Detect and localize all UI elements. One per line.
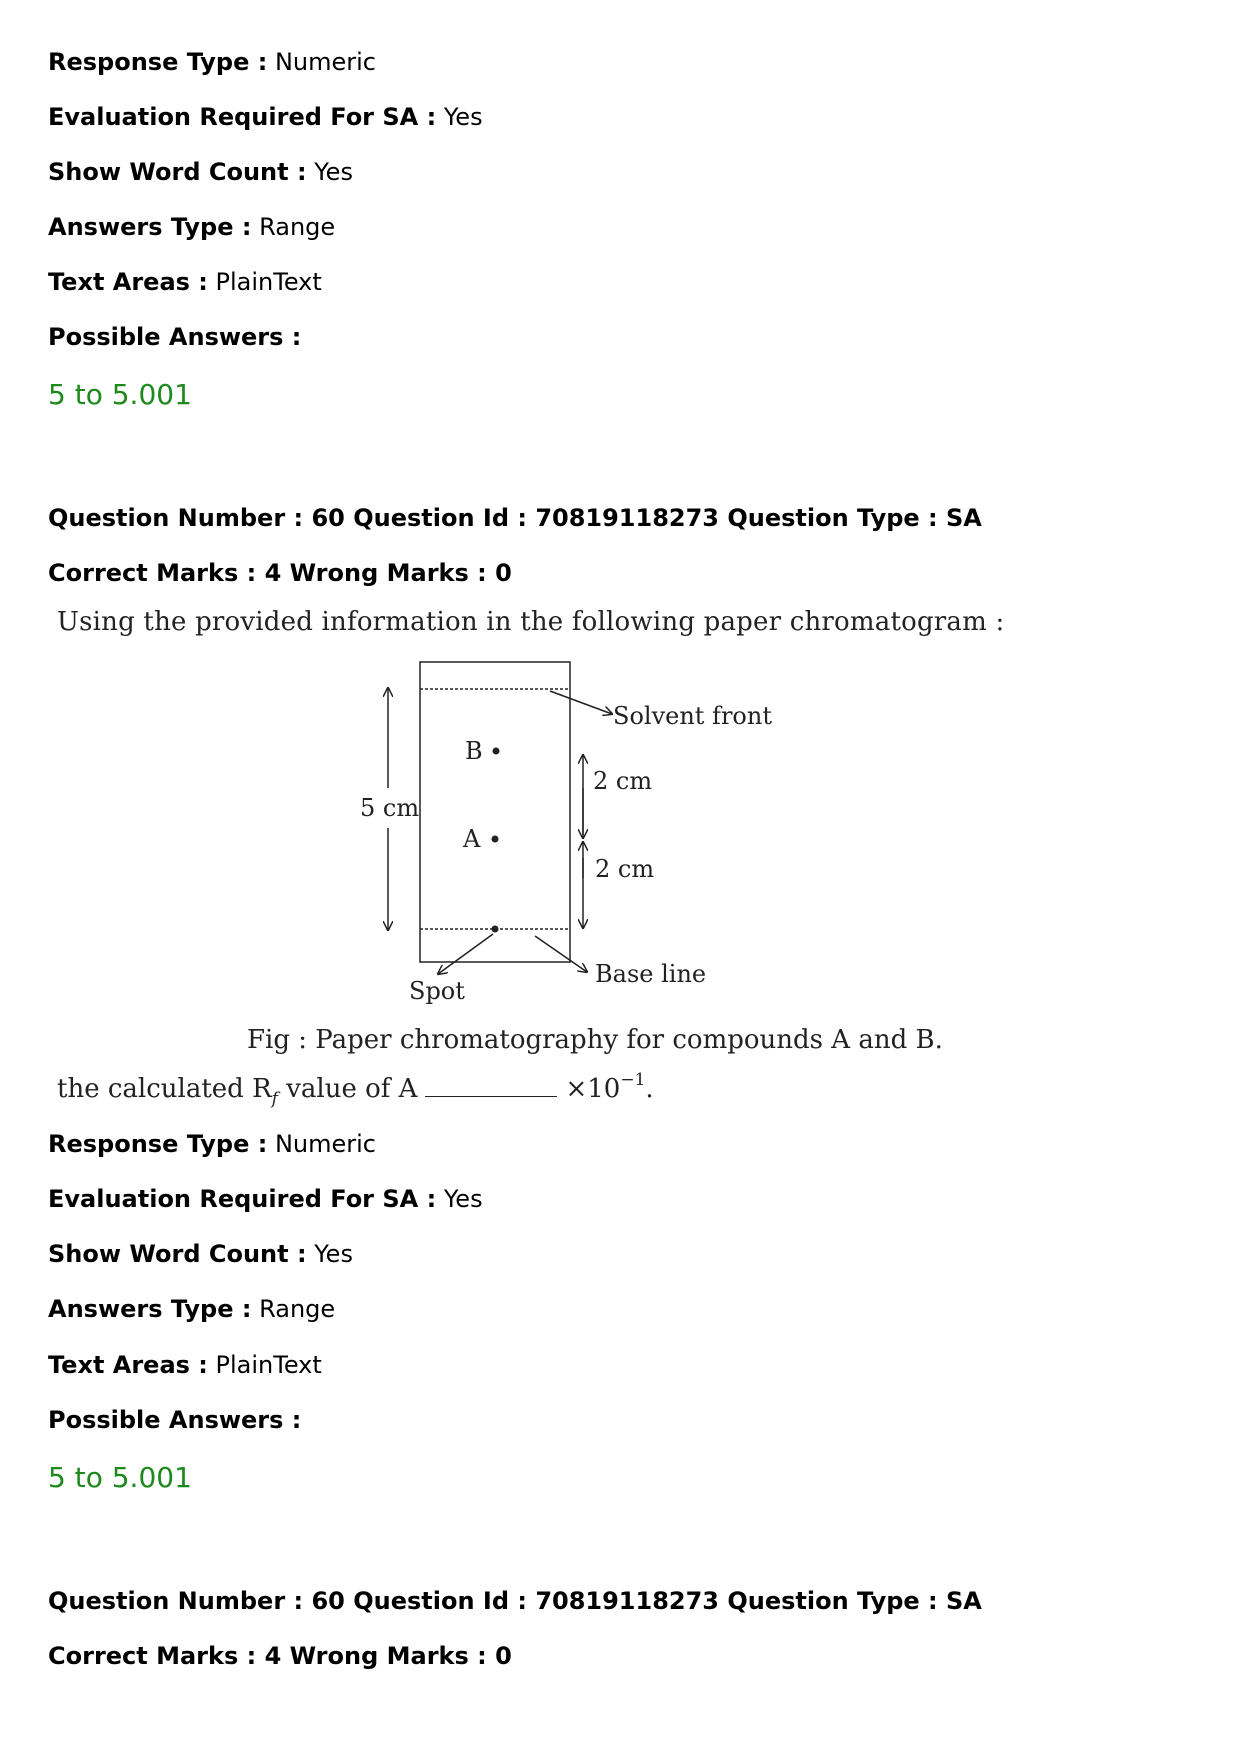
question-intro: Using the provided information in the following paper chromatogram :	[57, 607, 1005, 637]
spot-pointer	[438, 934, 493, 974]
label-spot: Spot	[409, 977, 465, 1005]
calc-exp: −1	[620, 1070, 646, 1090]
evaluation-required-label: Evaluation Required For SA :	[48, 103, 437, 131]
evaluation-required-value-2: Yes	[443, 1185, 483, 1213]
calc-sub: f	[271, 1089, 278, 1109]
evaluation-required-label-2: Evaluation Required For SA :	[48, 1185, 437, 1213]
answers-type-label: Answers Type :	[48, 213, 252, 241]
calc-suffix: ×10	[565, 1074, 621, 1104]
text-areas-label-2: Text Areas :	[48, 1351, 208, 1379]
label-upper-distance: 2 cm	[593, 767, 653, 795]
possible-answers-label-2: Possible Answers :	[48, 1406, 302, 1434]
answer-blank	[425, 1074, 557, 1097]
evaluation-required-value: Yes	[443, 103, 483, 131]
label-base-line: Base line	[595, 960, 707, 988]
answers-type-value-2: Range	[259, 1295, 336, 1323]
chromatogram-figure	[350, 658, 790, 1006]
next-question-marks	[48, 1641, 512, 1671]
question-marks-text: Correct Marks : 4 Wrong Marks : 0	[48, 559, 512, 587]
label-total-distance: 5 cm	[360, 794, 420, 822]
show-word-count-value: Yes	[314, 158, 353, 186]
question-header	[48, 503, 982, 533]
response-type-value: Numeric	[274, 48, 376, 76]
show-word-count-label: Show Word Count :	[48, 158, 307, 186]
answers-type-row-2	[48, 1294, 335, 1324]
possible-answers-row-2	[48, 1405, 301, 1435]
show-word-count-value-2: Yes	[314, 1240, 353, 1268]
show-word-count-row-2	[48, 1239, 353, 1269]
text-areas-value-2: PlainText	[215, 1351, 322, 1379]
solvent-front-pointer	[550, 691, 612, 714]
response-type-row	[48, 47, 376, 77]
figure-caption: Fig : Paper chromatography for compounds A and B.	[247, 1025, 943, 1055]
next-question-header-text: Question Number : 60 Question Id : 70819118273 Question Type : SA	[48, 1587, 982, 1615]
possible-answers-label: Possible Answers :	[48, 323, 302, 351]
label-a: A	[463, 825, 481, 853]
evaluation-required-row-2	[48, 1184, 483, 1214]
response-type-label: Response Type :	[48, 48, 268, 76]
text-areas-row	[48, 267, 322, 297]
text-areas-row-2	[48, 1350, 322, 1380]
possible-answers-row	[48, 322, 301, 352]
question-marks	[48, 558, 512, 588]
dot-a	[492, 836, 499, 843]
evaluation-required-row	[48, 102, 483, 132]
response-type-label-2: Response Type :	[48, 1130, 268, 1158]
base-line-pointer	[535, 936, 587, 972]
spot-dot	[492, 926, 499, 933]
text-areas-label: Text Areas :	[48, 268, 208, 296]
calc-end: .	[645, 1074, 654, 1104]
label-lower-distance: 2 cm	[595, 855, 655, 883]
next-question-header	[48, 1586, 982, 1616]
paper-strip	[420, 662, 570, 962]
show-word-count-label-2: Show Word Count :	[48, 1240, 307, 1268]
next-question-marks-text: Correct Marks : 4 Wrong Marks : 0	[48, 1642, 512, 1670]
label-b: B	[465, 737, 483, 765]
answers-type-row	[48, 212, 335, 242]
calc-mid: value of A	[286, 1074, 418, 1104]
possible-answer-value: 5 to 5.001	[48, 378, 192, 411]
response-type-value-2: Numeric	[274, 1130, 376, 1158]
dot-b	[493, 748, 500, 755]
show-word-count-row	[48, 157, 353, 187]
label-solvent-front: Solvent front	[613, 702, 772, 730]
answers-type-value: Range	[259, 213, 336, 241]
text-areas-value: PlainText	[215, 268, 322, 296]
response-type-row-2	[48, 1129, 376, 1159]
question-header-text: Question Number : 60 Question Id : 70819118273 Question Type : SA	[48, 504, 982, 532]
calc-prefix: the calculated R	[57, 1074, 272, 1104]
possible-answer-value-2: 5 to 5.001	[48, 1461, 192, 1494]
answers-type-label-2: Answers Type :	[48, 1295, 252, 1323]
question-calc-line	[57, 1064, 654, 1115]
